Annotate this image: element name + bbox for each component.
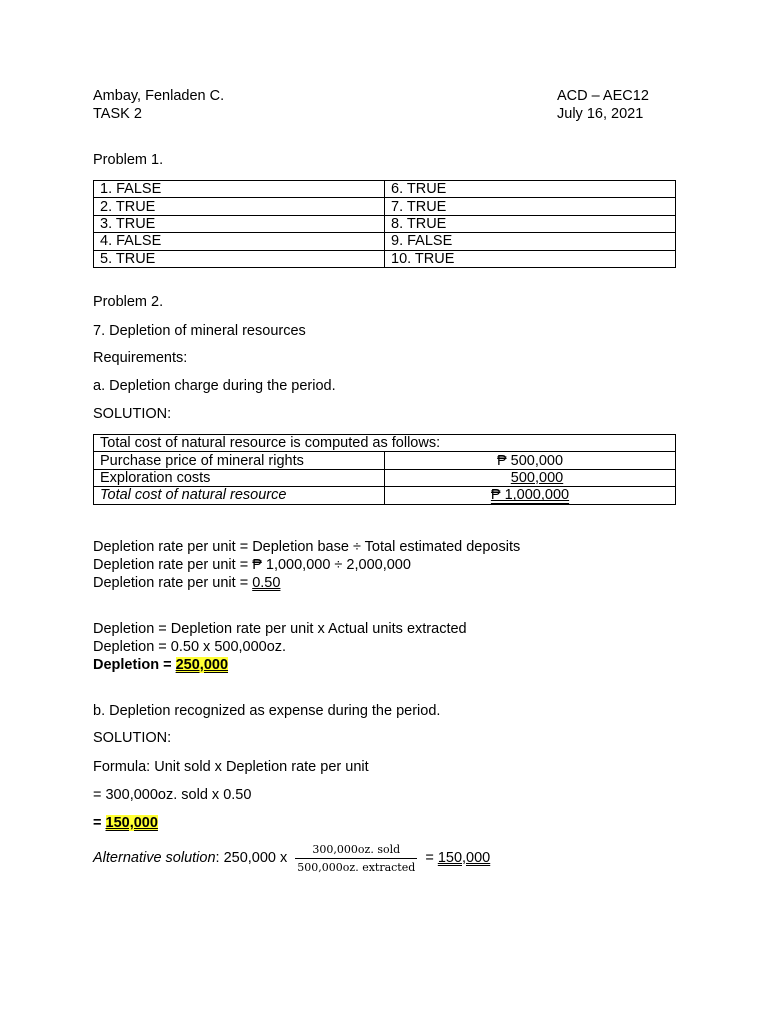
requirement-a: a. Depletion charge during the period. bbox=[93, 378, 336, 394]
cost-amount: ₱ 500,000 bbox=[385, 452, 676, 469]
requirement-b: b. Depletion recognized as expense during the period. bbox=[93, 703, 441, 719]
rate-line-3 bbox=[93, 574, 280, 592]
answer-cell: 2. TRUE bbox=[94, 198, 385, 215]
depletion-line-2: Depletion = 0.50 x 500,000oz. bbox=[93, 639, 287, 655]
calc-line: = 300,000oz. sold x 0.50 bbox=[93, 787, 252, 803]
fraction-numerator: 300,000oz. sold bbox=[295, 843, 417, 859]
cost-table-heading: Total cost of natural resource is computed as follows: bbox=[94, 435, 676, 452]
problem1-answer-table bbox=[93, 180, 676, 268]
course-code: ACD – AEC12 bbox=[557, 88, 649, 104]
cost-amount bbox=[385, 469, 676, 486]
depletion-line-1: Depletion = Depletion rate per unit x Actual units extracted bbox=[93, 621, 467, 637]
total-amount bbox=[385, 487, 676, 504]
formula-line: Formula: Unit sold x Depletion rate per unit bbox=[93, 759, 369, 775]
table-row bbox=[94, 198, 676, 215]
table-row bbox=[94, 215, 676, 232]
depletion-line-3-prefix: Depletion = bbox=[93, 657, 176, 673]
total-label: Total cost of natural resource bbox=[94, 487, 385, 504]
depletion-line-3 bbox=[93, 656, 228, 674]
document-date: July 16, 2021 bbox=[557, 106, 644, 122]
table-row bbox=[94, 452, 676, 469]
table-row bbox=[94, 250, 676, 267]
result-value: 150,000 bbox=[105, 815, 158, 831]
task-label: TASK 2 bbox=[93, 106, 142, 122]
answer-cell: 4. FALSE bbox=[94, 233, 385, 250]
table-row bbox=[94, 487, 676, 504]
answer-cell: 7. TRUE bbox=[385, 198, 676, 215]
cost-table bbox=[93, 434, 676, 505]
problem1-title: Problem 1. bbox=[93, 152, 164, 168]
table-row bbox=[94, 435, 676, 452]
cost-amount-value: 500,000 bbox=[510, 469, 564, 486]
rate-line-1: Depletion rate per unit = Depletion base ÷ Total estimated deposits bbox=[93, 539, 521, 555]
cost-label: Purchase price of mineral rights bbox=[94, 452, 385, 469]
table-row bbox=[94, 181, 676, 198]
result-line bbox=[93, 814, 158, 832]
solution-label-b: SOLUTION: bbox=[93, 730, 172, 746]
table-row bbox=[94, 469, 676, 486]
rate-line-3-prefix: Depletion rate per unit = bbox=[93, 575, 253, 591]
cost-label: Exploration costs bbox=[94, 469, 385, 486]
answer-cell: 1. FALSE bbox=[94, 181, 385, 198]
total-amount-value: ₱ 1,000,000 bbox=[490, 487, 570, 504]
problem2-title: Problem 2. bbox=[93, 294, 164, 310]
solution-label-a: SOLUTION: bbox=[93, 406, 172, 422]
alternative-solution bbox=[93, 840, 490, 876]
alternative-value: 150,000 bbox=[437, 850, 491, 866]
answer-cell: 8. TRUE bbox=[385, 215, 676, 232]
result-prefix: = bbox=[93, 815, 106, 831]
alternative-equals: = bbox=[425, 850, 434, 866]
depletion-value: 250,000 bbox=[175, 657, 229, 673]
rate-line-2: Depletion rate per unit = ₱ 1,000,000 ÷ 2,000,000 bbox=[93, 557, 411, 573]
answer-cell: 9. FALSE bbox=[385, 233, 676, 250]
answer-cell: 5. TRUE bbox=[94, 250, 385, 267]
fraction-denominator: 500,000oz. extracted bbox=[297, 860, 416, 874]
answer-cell: 10. TRUE bbox=[385, 250, 676, 267]
problem2-topic: 7. Depletion of mineral resources bbox=[93, 323, 306, 339]
requirements-label: Requirements: bbox=[93, 350, 188, 366]
table-row bbox=[94, 233, 676, 250]
fraction bbox=[295, 843, 417, 874]
alternative-label: Alternative solution bbox=[93, 850, 216, 866]
answer-cell: 6. TRUE bbox=[385, 181, 676, 198]
student-name: Ambay, Fenladen C. bbox=[93, 88, 225, 104]
rate-value: 0.50 bbox=[252, 575, 281, 591]
alternative-lead: : 250,000 x bbox=[215, 850, 288, 866]
answer-cell: 3. TRUE bbox=[94, 215, 385, 232]
